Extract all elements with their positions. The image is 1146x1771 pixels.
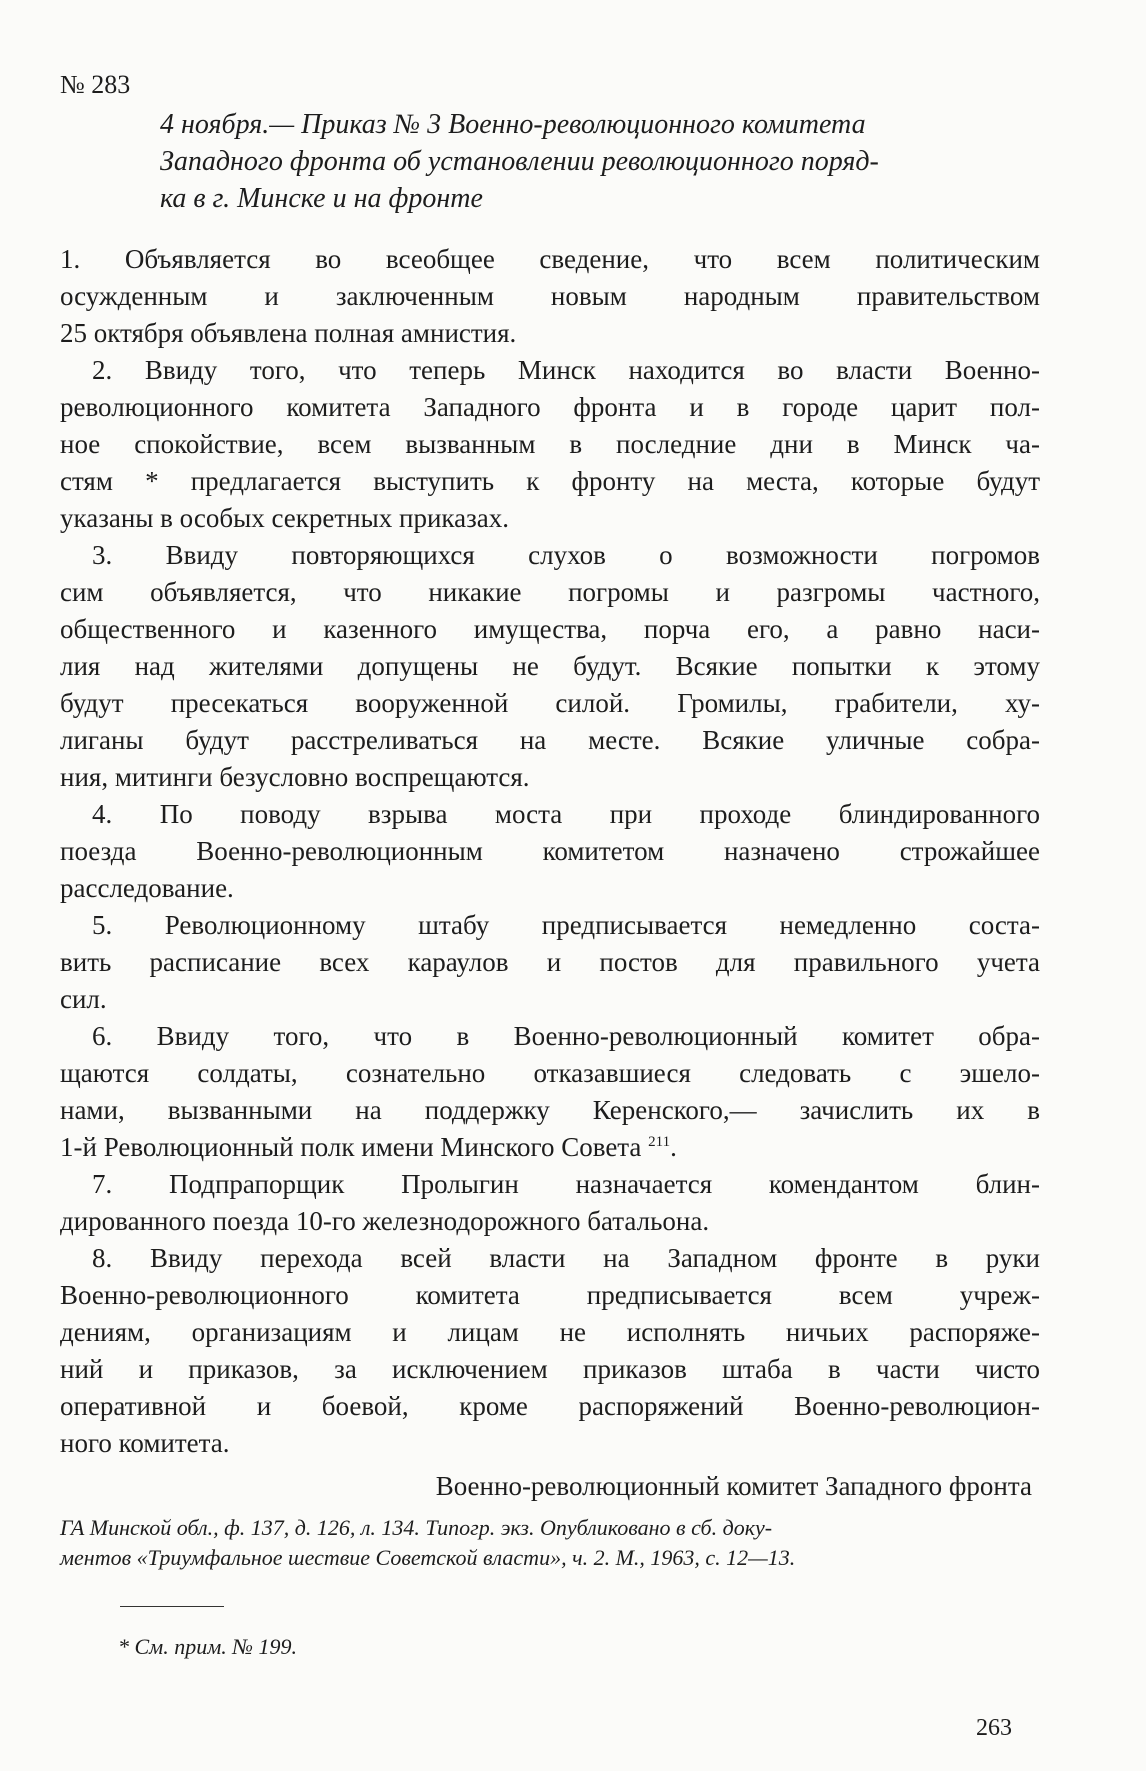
order-paragraph-6: [60, 1018, 1040, 1166]
paragraph-line: лия над жителями допущены не будут. Всякие попытки к этому: [60, 651, 1040, 681]
order-paragraph-8: [60, 1240, 1040, 1462]
order-paragraph-5: [60, 907, 1040, 1018]
paragraph-line: оперативной и боевой, кроме распоряжений Военно-революцион-: [60, 1391, 1040, 1421]
paragraph-line: 2. Ввиду того, что теперь Минск находится во власти Военно-: [92, 355, 1040, 385]
paragraph-line: осужденным и заключенным новым народным правительством: [60, 281, 1040, 311]
paragraph-line: ного комитета.: [60, 1428, 230, 1458]
paragraph-line: революционного комитета Западного фронта и в городе царит пол-: [60, 392, 1040, 422]
heading-line: ка в г. Минске и на фронте: [160, 183, 483, 214]
order-paragraph-7: [60, 1166, 1040, 1240]
paragraph-line-text: 1-й Революционный полк имени Минского Совета: [60, 1132, 642, 1162]
paragraph-line: 8. Ввиду перехода всей власти на Западном фронте в руки: [92, 1243, 1040, 1273]
paragraph-line: ний и приказов, за исключением приказов штаба в части чисто: [60, 1354, 1040, 1384]
paragraph-line: будут пресекаться вооруженной силой. Громилы, грабители, ху-: [60, 688, 1040, 718]
paragraph-line: 7. Подпрапорщик Пролыгин назначается комендантом блин-: [92, 1169, 1040, 1199]
paragraph-line: поезда Военно-революционным комитетом назначено строжайшее: [60, 836, 1040, 866]
paragraph-line: 1. Объявляется во всеобщее сведение, что всем политическим: [60, 244, 1040, 274]
paragraph-line: ное спокойствие, всем вызванным в последние дни в Минск ча-: [60, 429, 1040, 459]
order-paragraph-1: [60, 241, 1040, 352]
paragraph-line: щаются солдаты, сознательно отказавшиеся следовать с эшело-: [60, 1058, 1040, 1088]
note-reference: 211: [648, 1134, 671, 1150]
paragraph-line: расследование.: [60, 873, 234, 903]
order-body: [60, 241, 1040, 1462]
paragraph-line: вить расписание всех караулов и постов для правильного учета: [60, 947, 1040, 977]
heading-line: Западного фронта об установлении революционного поряд-: [160, 146, 879, 177]
order-paragraph-3: [60, 537, 1040, 796]
paragraph-line: дированного поезда 10-го железнодорожного батальона.: [60, 1206, 710, 1236]
document-page: [60, 68, 1040, 1573]
document-heading: [160, 106, 1038, 217]
paragraph-line: сил.: [60, 984, 107, 1014]
order-paragraph-2: [60, 352, 1040, 537]
paragraph-line: сим объявляется, что никакие погромы и разгромы частного,: [60, 577, 1040, 607]
paragraph-line: 4. По поводу взрыва моста при проходе блиндированного: [92, 799, 1040, 829]
paragraph-line: 5. Революционному штабу предписывается немедленно соста-: [92, 910, 1040, 940]
sentence-end: .: [670, 1132, 677, 1162]
paragraph-line: 3. Ввиду повторяющихся слухов о возможности погромов: [92, 540, 1040, 570]
signature: Военно-революционный комитет Западного фронта: [435, 1471, 1032, 1501]
paragraph-line: дениям, организациям и лицам не исполнять ничьих распоряже-: [60, 1317, 1040, 1347]
paragraph-line: ния, митинги безусловно воспрещаются.: [60, 762, 530, 792]
paragraph-line: Военно-революционного комитета предписывается всем учреж-: [60, 1280, 1040, 1310]
paragraph-line: общественного и казенного имущества, порча его, а равно наси-: [60, 614, 1040, 644]
paragraph-line: 25 октября объявлена полная амнистия.: [60, 318, 517, 348]
heading-line: 4 ноября.— Приказ № 3 Военно-революционного комитета: [160, 109, 866, 140]
source-line: ГА Минской обл., ф. 137, д. 126, л. 134. Типогр. экз. Опубликовано в сб. доку-: [60, 1515, 773, 1540]
paragraph-line: нами, вызванными на поддержку Керенского,— зачислить их в: [60, 1095, 1040, 1125]
paragraph-line: [60, 1129, 1040, 1166]
paragraph-line: указаны в особых секретных приказах.: [60, 503, 509, 533]
order-paragraph-4: [60, 796, 1040, 907]
page-number: 263: [976, 1715, 1012, 1741]
paragraph-line: 6. Ввиду того, что в Военно-революционный комитет обра-: [92, 1021, 1040, 1051]
paragraph-line: лиганы будут расстреливаться на месте. Всякие уличные собра-: [60, 725, 1040, 755]
paragraph-line: стям * предлагается выступить к фронту на места, которые будут: [60, 466, 1040, 496]
archive-source: [60, 1513, 1040, 1573]
footnote: * См. прим. № 199.: [118, 1634, 297, 1659]
document-number: № 283: [60, 70, 131, 99]
footnote-divider: [120, 1606, 224, 1607]
source-line: ментов «Триумфальное шествие Советской власти», ч. 2. М., 1963, с. 12—13.: [60, 1545, 796, 1570]
